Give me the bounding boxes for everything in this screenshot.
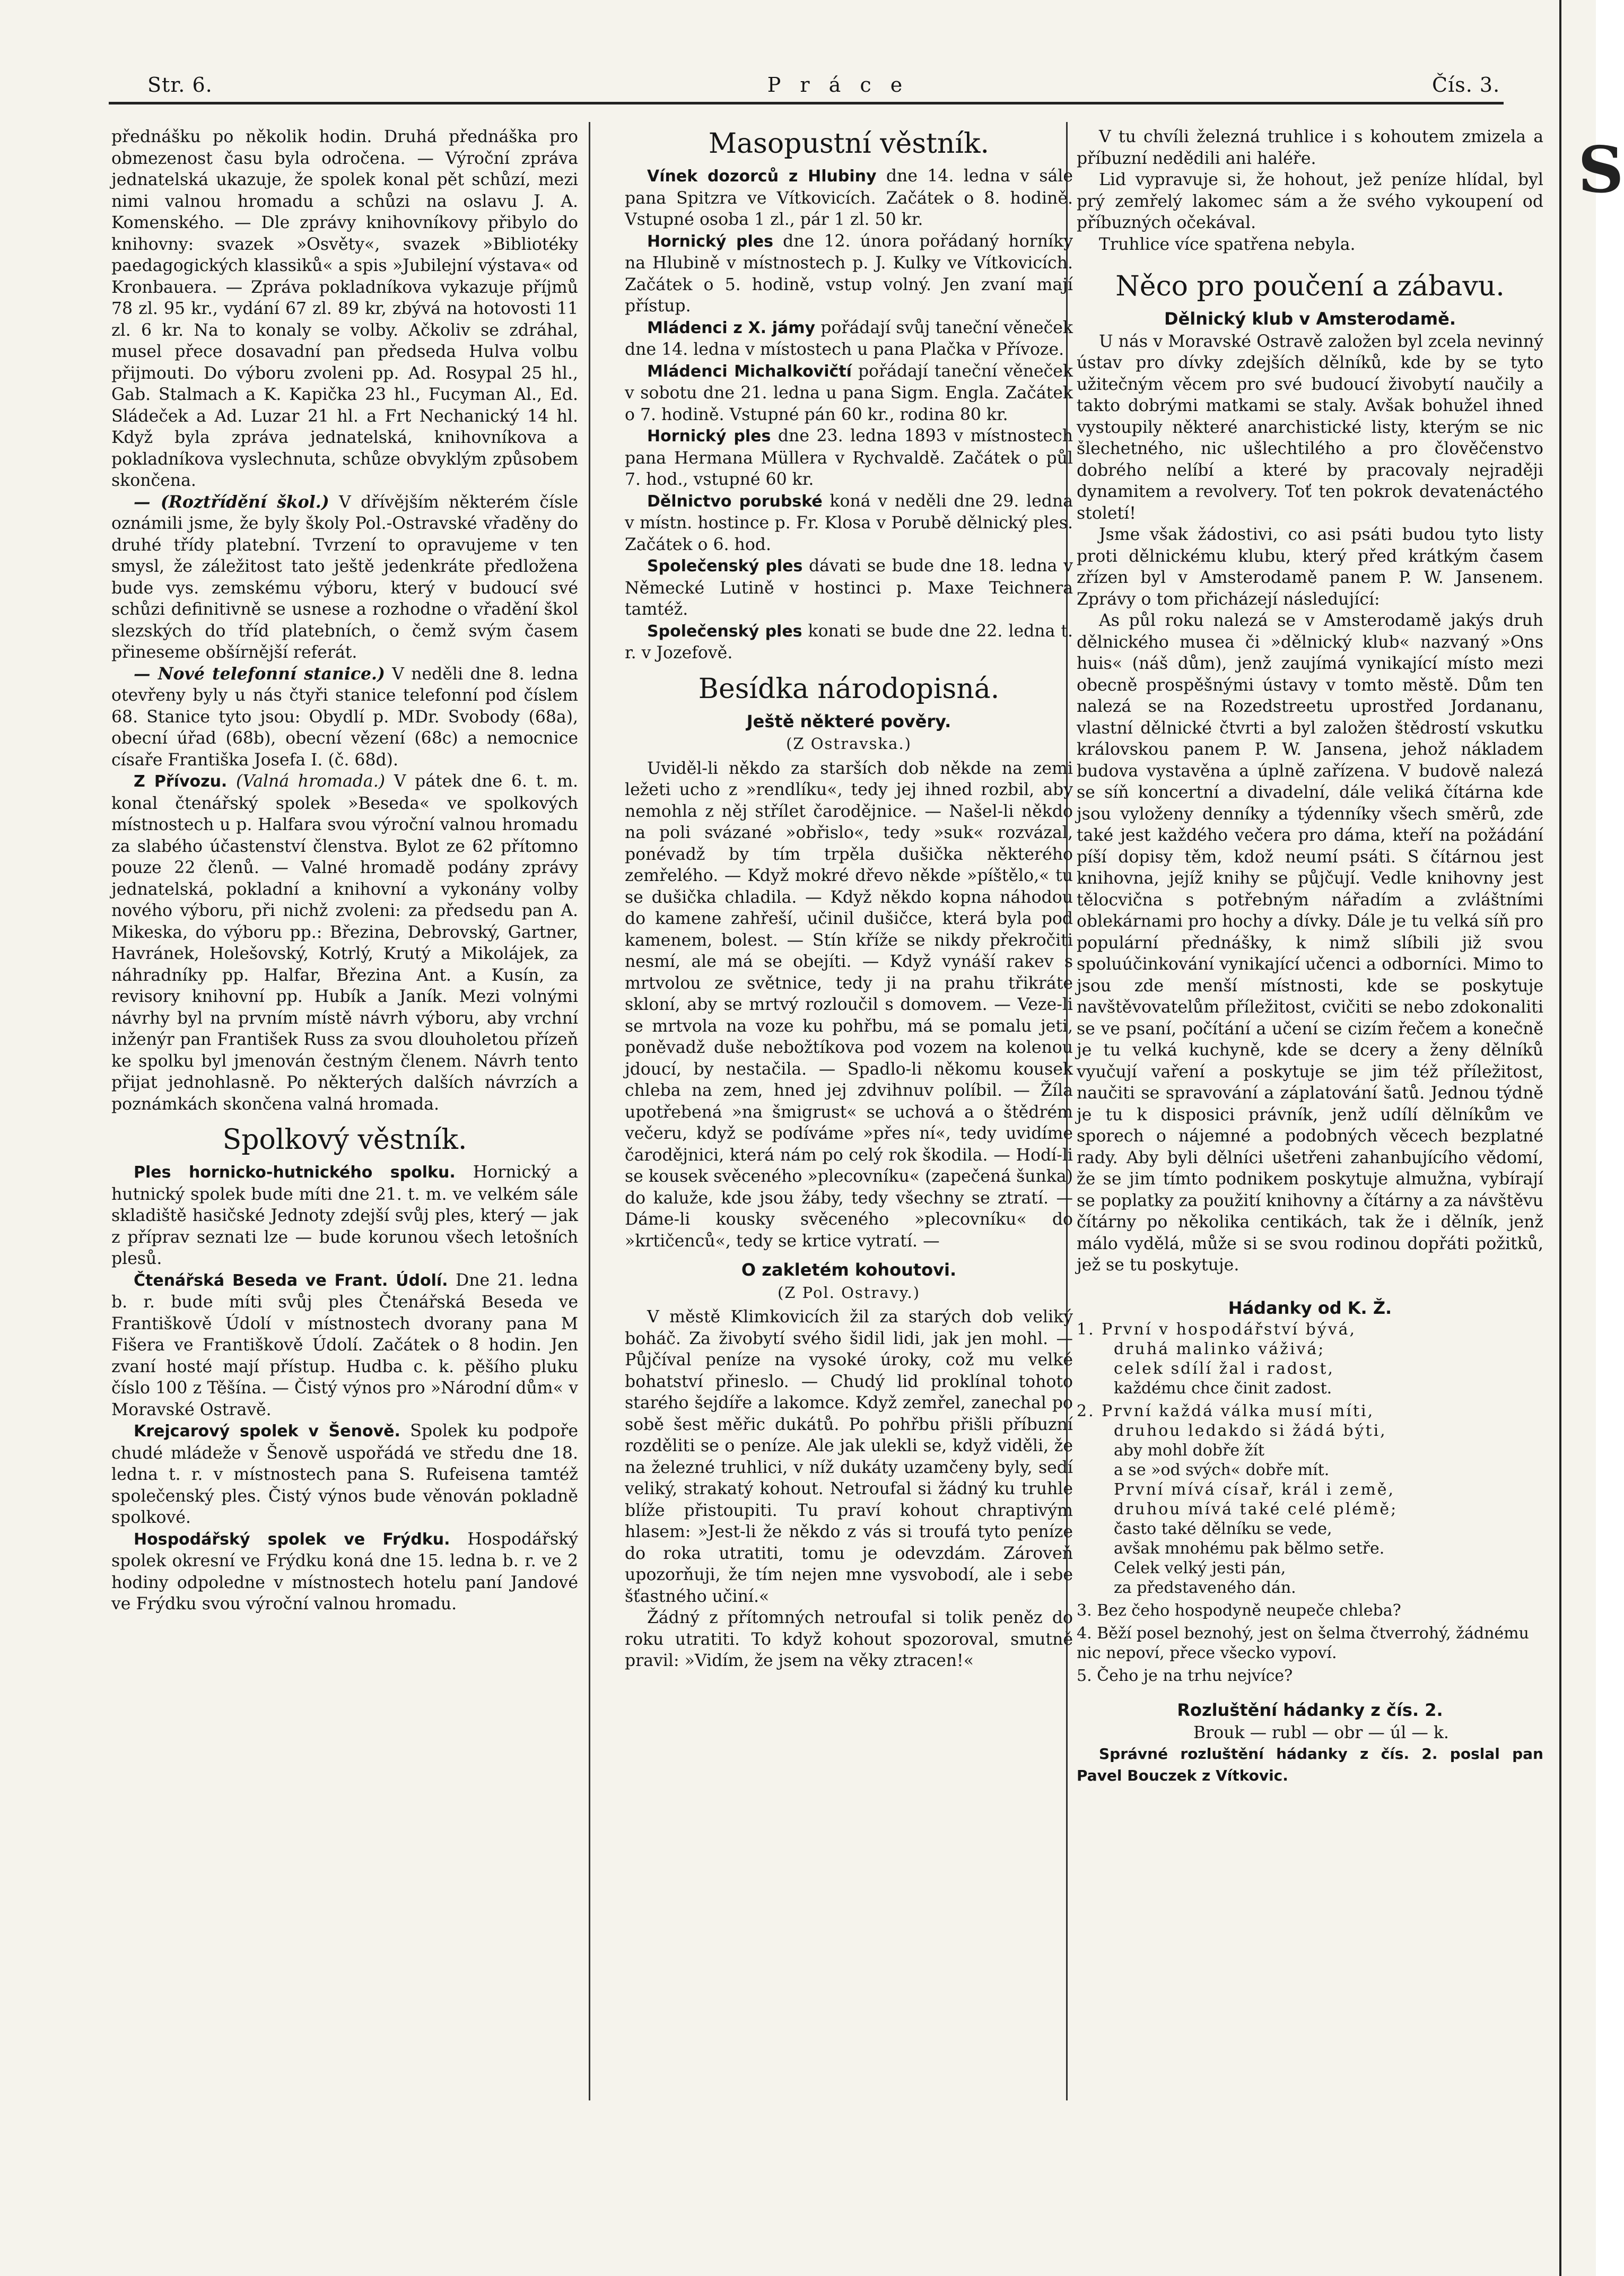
riddle-5: 5. Čeho je na trhu nejvíce? bbox=[1077, 1667, 1293, 1685]
article-paragraph: Uviděl-li někdo za starších dob někde na zemi ležeti ucho z »rendlíku«, tedy jej ihned rozbil, aby nemohla z něj střílet čarodějnice. — Našel-li někdo na poli svázané »obřislo«, tedy »suk« rozvázal, ponévadž by tím trpěla dušička některého zemřelého. — Když mokré dřevo někde »píštělo,« tu se dušička chladila. — Když někdo kopna náhodou do kamene zahřeší, učinil dušičce, která byla pod kamenem, bolest. — Stín kříže se nikdy překročiti nesmí, ale má se obejíti. — Když vynáší rakev s mrtvolou ze světnice, tedy ji na prahu třikráte skloní, aby se mrtvý rozloučil s domovem. — Veze-li se mrtvola na voze ku pohřbu, má se pomalu jeti, poněvadž duše nebožtíkova pod vozem na kolenou jdoucí, by nestačila. — Spadlo-li někomu kousek chleba na zem, hned jej zdvihnuv políbil. — Žíla upotřebená »na šmigrust« se uchová a o štědrém večeru, když se podíváme »přes ní«, tedy uvidíme čarodějnici, která nám po celý rok škodila. — Hodí-li se kousek svěceného »plecovníku« (zapečená šunka) do kaluže, kde jsou žáby, tedy všechny se ztratí. — Dáme-li kousky svěceného »plecovníku« do »krtičenců«, tedy se krtice vytratí. — bbox=[625, 758, 1073, 1251]
header-rule bbox=[109, 102, 1504, 104]
article-paragraph: As půl roku nalezá se v Amsterodamě jakýs druh dělnického musea či »dělnický klub« nazvaný »Ons huis« (náš dům), jenž zaujímá vynikající místo mezi obecně prospěšnými ústavy v tomto městě. Dům ten nalezá se na Rozedstreetu uprostřed Jordananu, vlastní dělnické čtvrti a byl založen štědrostí vskutku královskou panem P. W. Jansena, jehož nákladem budova vystavěna a úplně zařízena. V budově nalezá se síň koncertní a divadelní, dále veliká čítárna kde jsou vyloženy denníky a týdenníky všech směrů, zde také jest každého večera pro dáma, kteří na požádání píší dopisy těm, kdož neumí psáti. S čítárnou jest knihovna, jejíž knihy se půjčují. Vedle knihovny jest tělocvična s potřebným nářadím a zvláštními oblekárnami pro hochy a dívky. Dále je tu velká síň pro populární přednášky, k nimž slíbili již svou spoluúčinkování vynikající učenci a odborníci. Mimo to jsou zde menší místnosti, kde se poskytuje navštěvovatelům příležitost, cvičiti se nebo zdokonaliti se ve psaní, počítání a učení se cizím řečem a konečně je tu velká kuchyně, kde se dcery a ženy dělníků vyučují vaření a poskytuje se jim též příležitost, naučiti se spravování a záplatování šatů. Jednou týdně je tu k disposici právník, jenž udílí dělníkům ve sporech o nájemné a podobných věcech bezplatné rady. Aby byli dělníci ušetřeni zahanbujícího vědomí, že se jim tímto podnikem poskytuje almužna, vybírají se poplatky za použití knihovny a čítárny a za návštěvu čítárny po několika centikách, tak že i dělník, jenž málo vydělá, může si se svou rodinou dopřáti požitků, jež se tu poskytuje. bbox=[1077, 611, 1543, 1275]
article-paragraph: Truhlice více spatřena nebyla. bbox=[1099, 234, 1356, 254]
section-heading: Masopustní věstník. bbox=[708, 128, 990, 160]
masthead-title: P r á c e bbox=[767, 73, 909, 97]
news-item: Z Přívozu. (Valná hromada.) V pátek dne 6. t. m. konal čtenářský spolek »Beseda« ve spolkových místnostech u p. Halfara svou výroční valnou hromadu za slabého účastenství členstva. Bylot ze 62 přítomno pouze 22 členů. — Valné hromadě podány zprávy jednatelská, pokladní a knihovní a vykonány volby nového výboru, při nichž zvoleni: za předsedu pan A. Mikeska, do výboru pp.: Březina, Debrovský, Gartner, Havránek, Holešovský, Kotrlý, Krutý a Mikolájek, za náhradníky pp. Halfar, Březina Ant. a Kusín, za revisory knihovní pp. Hubík a Janík. Mezi volnými návrhy byl na prvním místě návrh výboru, aby vrchní inženýr pan František Russ za svou dlouholetou přízeň ke spolku byl jmenován čestným členem. Návrh tento přijat jednohlasně. Po některých dalších návrzích a poznámkách skončena valná hromada. bbox=[111, 772, 578, 1114]
carnival-notice: Hornický ples dne 12. února pořádaný horníky na Hlubině v místnostech p. J. Kulky ve Vítkovicích. Začátek o 5. hodině, vstup volný. Jen zvaní mají přístup. bbox=[625, 231, 1073, 316]
article-paragraph: V tu chvíli železná truhlice i s kohoutem zmizela a příbuzní nedědili ani haléře. bbox=[1077, 127, 1543, 168]
column-left bbox=[111, 126, 578, 1615]
article-paragraph: Jsme však žádostivi, co asi psáti budou tyto listy proti dělnickému klubu, který před krátkým časem zřízen byl v Amsterodamě panem P. W. Jansenem. Zprávy o tom přicházejí následující: bbox=[1077, 525, 1543, 609]
article-paragraph: přednášku po několik hodin. Druhá přednáška pro obmezenost času byla odročena. — Výroční zpráva jednatelská ukazuje, že spolek konal pět schůzí, mezi nimi valnou hromadu a schůzi na oslavu J. A. Komenského. — Dle zprávy knihovníkovy přibylo do knihovny: svazek »Osvěty«, svazek »Bibliotéky paedagogických klassiků« a spis »Jubilejní výstava« od Kronbauera. — Zpráva pokladníkova vykazuje příjmů 78 zl. 95 kr., vydání 67 zl. 89 kr, zbývá na hotovosti 11 zl. 6 kr. Na to konaly se volby. Ačkoliv se zdráhal, musel přece dosavadní pan předseda Hulva volbu přijmouti. Do výboru zvoleni pp. Ad. Rosypal 25 hl., Gab. Stalmach a K. Kapička 23 hl., Fucyman Al., Ed. Sládeček a Ad. Luzar 21 hl. a Frt Nechanický 14 hl. Když byla zpráva jednatelská, knihovníkova a pokladníkova vyslechnuta, schůze obvyklým způsobem skončena. bbox=[111, 127, 578, 490]
section-heading: Spolkový věstník. bbox=[222, 1124, 467, 1156]
section-heading: Besídka národopisná. bbox=[698, 673, 1000, 705]
club-notice: Čtenářská Beseda ve Frant. Údolí. Dne 21. ledna b. r. bude míti svůj ples Čtenářská Beseda ve Františkově Údolí v místnostech dvorany pana M Fišera ve Františkově Údolí. Začátek o 8 hodin. Jen zvaní hosté mají přístup. Hudba c. k. pěšího pluku číslo 100 z Těšína. — Čistý výnos pro »Národní dům« v Moravské Ostravě. bbox=[111, 1270, 578, 1419]
carnival-notice: Společenský ples konati se bude dne 22. ledna t. r. v Jozefově. bbox=[625, 621, 1073, 662]
notice-lead: Ples hornicko-hutnického spolku. bbox=[134, 1163, 456, 1182]
news-item: — Nové telefonní stanice.) V neděli dne 8. ledna otevřeny byly u nás čtyři stanice telefonní pod číslem 68. Stanice tyto jsou: Obydlí p. MDr. Svobody (68a), obecní úřad (68b), obecní vězení (68c) a nemocnice císaře Františka Josefa I. (č. 68d). bbox=[111, 664, 578, 770]
issue-number: Čís. 3. bbox=[1432, 73, 1500, 97]
article-byline: (Z Ostravska.) bbox=[786, 735, 912, 753]
riddle-1: 1. První v hospodářství bývá, druhá malinko váživá; celek sdílí žal i radost, každému chce činit zadost. bbox=[1077, 1320, 1357, 1398]
riddle-2: 2. První každá válka musí míti, druhou ledakdo si žádá býti, aby mohl dobře žít a se »od svých« dobře mít. První mívá císař, král i země, druhou mívá také celé plémě; často také dělníku se vede, avšak mnohému pak bělmo setře. Celek velký jesti pán, za představeného dán. bbox=[1077, 1402, 1398, 1597]
adjacent-page-fragment: S bbox=[1578, 133, 1624, 207]
club-notice: Ples hornicko-hutnického spolku. Hornický a hutnický spolek bude míti dne 21. t. m. ve velkém sále skladiště hasičské Jednoty zdejší svůj ples, který — jak z příprav seznati lze — bude korunou všech letošních plesů. bbox=[111, 1163, 578, 1268]
news-item-lead: — Nové telefonní stanice.) bbox=[134, 664, 385, 684]
article-title: Dělnický klub v Amsterodamě. bbox=[1164, 309, 1456, 329]
page-number: Str. 6. bbox=[147, 73, 213, 97]
article-byline: (Z Pol. Ostravy.) bbox=[777, 1283, 921, 1302]
carnival-notice: Mládenci z X. jámy pořádají svůj taneční věneček dne 14. ledna v místostech u pana Plačka v Přívoze. bbox=[625, 318, 1073, 359]
page-edge bbox=[1559, 0, 1561, 2276]
carnival-notice: Společenský ples dávati se bude dne 18. ledna v Německé Lutině v hostinci p. Maxe Teichnera tamtéž. bbox=[625, 556, 1073, 619]
riddle-4: 4. Běží posel beznohý, jest on šelma čtverrohý, žádnému nic nepoví, přece všecko vypoví. bbox=[1077, 1624, 1529, 1662]
article-paragraph: V městě Klimkovicích žil za starých dob veliký boháč. Za živobytí svého šidil lidi, jak jen mohl. — Půjčíval peníze na vysoké úroky, což mu velké bohatství přineslo. — Chudý lid proklínal tohoto starého šejdíře a lakomce. Když zemřel, zanechal po sobě šest měřic dukátů. Po pohřbu přišli příbuzní rozděliti se o peníze. Ale jak ulekli se, když viděli, že na železné truhlici, v níž dukáty uzamčeny byly, sedí veliký, strakatý kohout. Netroufal si žádný ku truhle blíže přistoupiti. Tu praví kohout chraptivým hlasem: »Jest-li že někdo z vás si troufá tyto peníze do roka utratiti, tomu je odevzdám. Zároveň upozorňuji, že tím nejen mne vysvobodí, ale i sebe šťastného učiní.« bbox=[625, 1307, 1073, 1606]
riddle-3: 3. Bez čeho hospodyně neupeče chleba? bbox=[1077, 1601, 1401, 1620]
club-notice: Hospodářský spolek ve Frýdku. Hospodářský spolek okresní ve Frýdku koná dne 15. ledna b. r. ve 2 hodiny odpoledne v místnostech hotelu paní Jandové ve Frýdku svou výroční valnou hromadu. bbox=[111, 1529, 578, 1614]
article-paragraph: Žádný z přítomných netroufal si tolik peněz do roku utratiti. To když kohout spozoroval, smutně pravil: »Vidím, že jsem na věky ztracen!« bbox=[625, 1608, 1073, 1670]
news-item: — (Roztřídění škol.) V dřívějším některém čísle oznámili jsme, že byly školy Pol.-Ostravské vřaděny do druhé třídy platební. Tvrzení to opravujeme v ten smysl, že záležitost tato ještě jedenkráte předložena bude vys. zemskému výboru, který v budoucí své schůzi definitivně se usnese a rozhodne o vřadění škol slezských do tříd platebních, o čemž svým časem přineseme obšírnější referát. bbox=[111, 492, 578, 662]
solver-note: Správné rozluštění hádanky z čís. 2. poslal pan Pavel Bouczek z Vítkovic. bbox=[1077, 1745, 1543, 1784]
solution-text: Brouk — rubl — obr — úl — k. bbox=[1193, 1723, 1449, 1742]
carnival-notice: Vínek dozorců z Hlubiny dne 14. ledna v sále pana Spitzra ve Vítkovicích. Začátek o 8. hodině. Vstupné osoba 1 zl., pár 1 zl. 50 kr. bbox=[625, 167, 1073, 229]
carnival-notice: Dělnictvo porubské koná v neděli dne 29. ledna v místn. hostince p. Fr. Klosa v Porubě dělnický ples. Začátek o 6. hod. bbox=[625, 491, 1073, 554]
notice-lead: Čtenářská Beseda ve Frant. Údolí. bbox=[134, 1271, 448, 1290]
column-divider bbox=[589, 122, 590, 2100]
news-item-lead: — (Roztřídění škol.) bbox=[134, 492, 329, 512]
column-right bbox=[1077, 126, 1543, 1786]
news-item-lead: Z Přívozu. bbox=[134, 772, 228, 791]
carnival-notice: Mládenci Michalkovičtí pořádají taneční věneček v sobotu dne 21. ledna u pana Sigm. Engla. Začátek o 7. hodině. Vstupné pán 60 kr., rodina 80 kr. bbox=[625, 361, 1073, 424]
article-paragraph: U nás v Moravské Ostravě založen byl zcela nevinný ústav pro dívky zdejších dělníků, kde by se tyto užitečným věcem pro své budoucí živobytí naučily a takto dobrými matkami se staly. Avšak bohužel ihned vystoupily některé anarchistické listy, kterým se nic šlechetného, nic ušlechtilého a pro člověčenstvo dobrého nelíbí a které by pracovaly nejraději dynamitem a revolvery. Toť ten pokrok devatenáctého století! bbox=[1077, 332, 1543, 523]
carnival-notice: Hornický ples dne 23. ledna 1893 v místnostech pana Hermana Müllera v Rychvaldě. Začátek o půl 7. hod., vstupné 60 kr. bbox=[625, 426, 1073, 489]
column-middle bbox=[625, 126, 1073, 1672]
notice-lead: Hospodářský spolek ve Frýdku. bbox=[134, 1530, 450, 1549]
section-heading: Něco pro poučení a zábavu. bbox=[1115, 271, 1505, 302]
riddles-title: Hádanky od K. Ž. bbox=[1228, 1297, 1392, 1318]
solution-title: Rozluštění hádanky z čís. 2. bbox=[1177, 1700, 1443, 1720]
article-title: O zakletém kohoutovi. bbox=[741, 1260, 957, 1280]
notice-lead: Krejcarový spolek v Šenově. bbox=[134, 1422, 400, 1441]
club-notice: Krejcarový spolek v Šenově. Spolek ku podpoře chudé mládeže v Šenově uspořádá ve středu dne 18. ledna t. r. v místnostech pana S. Rufeisena tamtéž společenský ples. Čistý výnos bude věnován pokladně spolkové. bbox=[111, 1422, 578, 1527]
article-title: Ještě některé pověry. bbox=[746, 711, 951, 731]
article-paragraph: Lid vypravuje si, že hohout, jež peníze hlídal, byl prý zemřelý lakomec sám a že svého vykoupení od příbuzných očekával. bbox=[1077, 170, 1543, 232]
